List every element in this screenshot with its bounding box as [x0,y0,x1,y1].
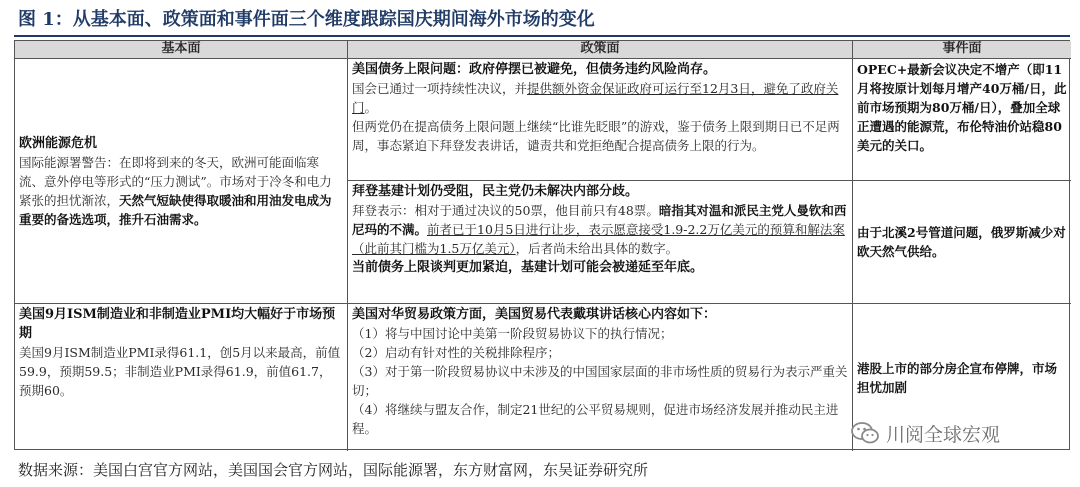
trade-item-1: （1）将与中国讨论中美第一阶段贸易协议下的执行情况； [352,326,673,341]
data-source: 数据来源：美国白宫官方网站，美国国会官方网站，国际能源署，东方财富网，东吴证券研究所 [18,461,649,479]
policy-infra-cell [348,181,853,304]
debt-para-2: 但两党仍在提高债务上限问题上继续“比谁先眨眼”的游戏，鉴于债务上限到期日已不足两周，事态紧迫下拜登发表讲话，谴责共和党拒绝配合提高债务上限的行为。 [352,119,840,153]
fundamentals-energy-cell [15,59,348,304]
energy-text-bold: 天然气短缺使得取暖油和用油发电成为重要的备选选项，推升石油需求。 [19,192,332,227]
trade-item-2: （2）启动有针对性的关税排除程序； [352,345,560,360]
infra-para [352,201,848,258]
events-opec-cell [853,59,1071,181]
title-divider [14,35,1070,37]
header-policy: 政策面 [348,41,853,59]
opec-text: OPEC+最新会议决定不增产（即11月将按原计划每月增产40万桶/日，此前市场预期为80万桶/日），叠加全球正遭遇的能源荒，布伦特油价站稳80美元的关口。 [857,62,1067,153]
header-fundamentals: 基本面 [15,41,348,59]
tracking-table [14,40,1070,450]
trade-headline: 美国对华贸易政策方面，美国贸易代表戴琪讲话核心内容如下： [352,307,717,322]
figure-title: 图 1：从基本面、政策面和事件面三个维度跟踪国庆期间海外市场的变化 [18,9,595,30]
fundamentals-pmi-cell [15,304,348,451]
events-nordstream-cell [853,181,1071,304]
watermark-text: 川阅全球宏观 [886,423,1001,446]
policy-debt-cell [348,59,853,181]
trade-item-4: （4）将继续与盟友合作，制定21世纪的公平贸易规则，促进市场经济发展并推动民主进程。 [352,402,839,436]
hk-text: 港股上市的部分房企宣布停牌，市场担忧加剧 [857,360,1058,395]
infra-p-c: ，后者尚未给出具体的数字。 [515,241,679,256]
energy-crisis-title: 欧洲能源危机 [19,135,98,151]
infra-p-underlined: 前者已于10月5日进行让步，表示愿意接受1.9-2.2万亿美元的预算和解法案（此前其门槛为1.5万亿美元） [352,222,845,256]
nordstream-text: 由于北溪2号管道问题，俄罗斯减少对欧天然气供给。 [857,225,1066,259]
policy-trade-cell [348,304,853,451]
header-events: 事件面 [853,41,1071,59]
debt-para-1 [352,79,848,117]
pmi-text: 美国9月ISM制造业PMI录得61.1，创5月以来最高，前值59.9，预期59.5；非制造业PMI录得61.9，前值61.7，预期60。 [19,345,341,398]
infra-p-bold: 暗指其对温和派民主党人曼钦和西尼玛的不满。 [352,203,847,237]
debt-ceiling-headline: 美国债务上限问题：政府停摆已被避免，但债务违约风险尚存。 [352,62,717,77]
trade-item-3: （3）对于第一阶段贸易协议中未涉及的中国国家层面的非市场性质的贸易行为表示严重关切； [352,364,848,398]
debt-p1-a: 国会已通过一项持续性决议，并 [352,81,528,96]
wechat-icon [850,420,880,446]
infra-headline: 拜登基建计划仍受阻，民主党仍未解决内部分歧。 [352,184,639,199]
infra-p-a: 拜登表示：相对于通过决议的50票，他目前只有48票。 [352,203,659,218]
energy-text-plain: 国际能源署警告：在即将到来的冬天，欧洲可能面临寒流、意外停电等形式的“压力测试”。市场对于冷冬和电力紧张的担忧渐浓， [19,154,332,208]
debt-p1-underlined: 提供额外资金保证政府可运行至12月3日，避免了政府关门 [352,81,839,115]
pmi-title: 美国9月ISM制造业和非制造业PMI均大幅好于市场预期 [19,307,336,341]
debt-p1-b: 。 [364,100,378,115]
energy-crisis-text [19,153,343,229]
watermark [850,418,1065,448]
infra-conclusion: 当前债务上限谈判更加紧迫，基建计划可能会被递延至年底。 [352,260,704,275]
